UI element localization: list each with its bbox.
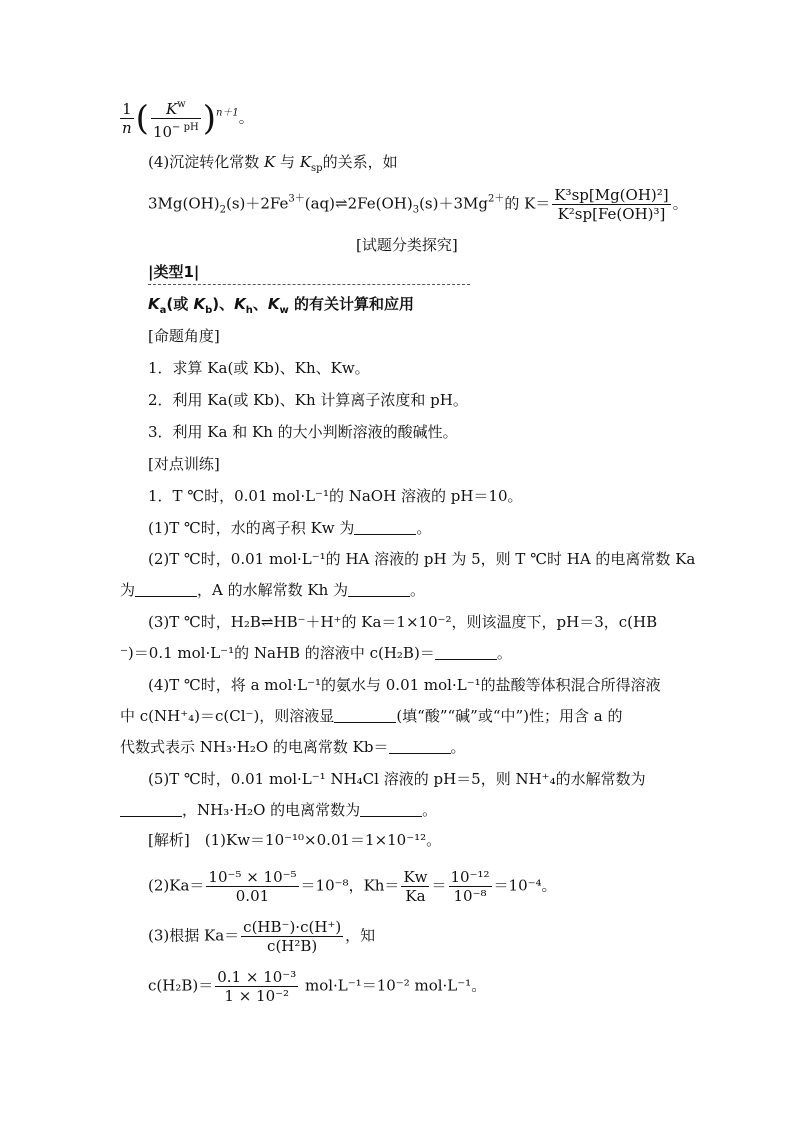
answer-blank[interactable] xyxy=(389,739,451,754)
question-1: 1．T ℃时，0.01 mol·L⁻¹的 NaOH 溶液的 pH＝10。 xyxy=(148,487,523,505)
item4-line: (4)沉淀转化常数 K 与 $K_{sp}$的关系，如 xyxy=(148,153,398,174)
top-formula: $\frac{1}{n}$ ( $\frac{K^w}{10^{- pH}}$ )$^{n+1}$。 xyxy=(118,96,254,141)
answer-blank[interactable] xyxy=(354,520,416,535)
answer-3: (3)根据 Ka＝ $\frac{c(HB^-)\cdot c(H^+)}{\text{c(H²B)}}$ ，知 xyxy=(148,918,376,955)
question-1-5a: (5)T ℃时，0.01 mol·L⁻¹ NH₄Cl 溶液的 pH＝5，则 NH⁺₄的水解常数为 xyxy=(148,770,646,788)
question-1-3a: (3)T ℃时，H₂B⇌HB⁻＋H⁺的 Ka＝1×10⁻²，则该温度下，pH＝3，c(HB xyxy=(148,613,658,631)
angle-2: 2．利用 Ka(或 Kb)、Kh 计算离子浓度和 pH。 xyxy=(148,391,468,409)
question-1-4a: (4)T ℃时，将 a mol·L⁻¹的氨水与 0.01 mol·L⁻¹的盐酸等体积混合所得溶液 xyxy=(148,676,661,694)
answer-2: (2)Ka＝ $\frac{\text{10⁻⁵ × 10⁻⁵}}{0.01}$ ＝10⁻⁸，Kh＝ $\frac{Kw}{Ka}$ ＝ $\frac{\text{10⁻¹²}}{\text{10⁻⁸}}$ ＝10⁻⁴。 xyxy=(148,868,557,905)
type-tag: |类型1| xyxy=(148,263,200,281)
answer-1: [解析] (1)Kw＝10⁻¹⁰×0.01＝1×10⁻¹²。 xyxy=(148,831,442,849)
section-title: [试题分类探究] xyxy=(356,236,458,254)
answer-blank[interactable] xyxy=(360,802,422,817)
angle-3: 3．利用 Ka 和 Kh 的大小判断溶液的酸碱性。 xyxy=(148,423,458,441)
question-1-1: (1)T ℃时，水的离子积 Kw 为 。 xyxy=(148,519,432,537)
answer-blank[interactable] xyxy=(135,582,197,597)
training-label: [对点训练] xyxy=(148,455,220,473)
question-1-2b: 为 ，A 的水解常数 Kh 为 。 xyxy=(120,581,426,599)
question-1-3b: ⁻)＝0.1 mol·L⁻¹的 NaHB 的溶液中 c(H₂B)＝ 。 xyxy=(120,644,512,662)
angle-label: [命题角度] xyxy=(148,327,220,345)
question-1-4c: 代数式表示 NH₃·H₂O 的电离常数 Kb＝ 。 xyxy=(120,738,466,756)
dashed-divider xyxy=(148,284,470,285)
question-1-5b: ，NH₃·H₂O 的电离常数为 。 xyxy=(120,800,437,820)
answer-blank[interactable] xyxy=(334,708,396,723)
question-1-4b: 中 c(NH⁺₄)＝c(Cl⁻)，则溶液显 (填“酸”“碱”或“中”)性；用含 a 的 xyxy=(120,707,623,725)
answer-blank[interactable] xyxy=(348,582,410,597)
angle-1: 1．求算 Ka(或 Kb)、Kh、Kw。 xyxy=(148,359,370,377)
type-title: $K_a$(或 $K_b$)、$K_h$、$K_w$ 的有关计算和应用 xyxy=(148,295,414,316)
item4-equation: $3Mg(OH)_2(s)+2Fe^{3+}(aq)\rightleftharpoons 2Fe(OH)_3(s)+3Mg^{2+}$的 K＝ $\frac{\text{K³sp[Mg(OH)²]}}{\text{K²sp[Fe(OH)³]}}$ 。 xyxy=(148,186,688,223)
question-1-2a: (2)T ℃时，0.01 mol·L⁻¹的 HA 溶液的 pH 为 5，则 T ℃时 HA 的电离常数 Ka xyxy=(148,550,696,568)
answer-3b: c(H₂B)＝ $\frac{\text{0.1 × 10⁻³}}{\text{1 × 10⁻²}}$ mol·L⁻¹＝10⁻² mol·L⁻¹。 xyxy=(148,968,487,1005)
answer-blank[interactable] xyxy=(120,802,182,817)
answer-blank[interactable] xyxy=(435,645,497,660)
